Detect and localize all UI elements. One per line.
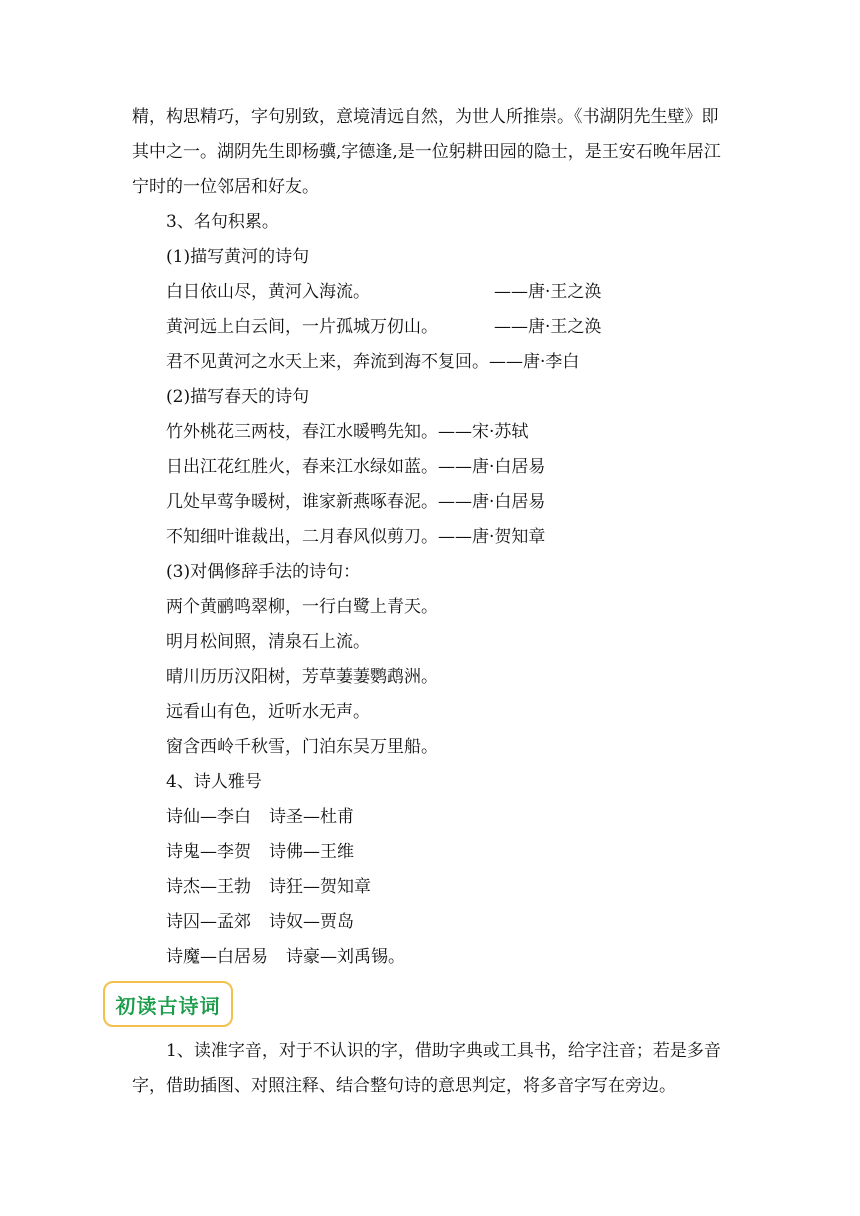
poem-line: 明月松间照，清泉石上流。 [166, 632, 370, 652]
poet-nickname: 诗鬼—李贺 [166, 842, 251, 862]
poet-nickname-row [132, 940, 732, 975]
poet-nickname: 诗仙—李白 [166, 807, 251, 827]
section-4-heading: 4、诗人雅号 [166, 772, 262, 792]
poem-line [132, 310, 732, 345]
poet-nickname-row [132, 835, 732, 870]
poem-line: 两个黄鹂鸣翠柳，一行白鹭上青天。 [166, 597, 438, 617]
poem-line: 晴川历历汉阳树，芳草萋萋鹦鹉洲。 [166, 667, 438, 687]
poem-attribution: ——唐·王之涣 [494, 317, 602, 337]
intro-line-1: 精，构思精巧，字句别致，意境清远自然，为世人所推崇。《书湖阴先生壁》即 [132, 107, 719, 127]
poet-nickname-row [132, 870, 732, 905]
reading-line-1: 1、读准字音，对于不认识的字，借助字典或工具书，给字注音；若是多音 [166, 1041, 721, 1061]
section-title-box [103, 981, 233, 1027]
poet-nickname: 诗魔—白居易 [166, 947, 268, 967]
poem-line: 几处早莺争暖树，谁家新燕啄春泥。——唐·白居易 [166, 492, 546, 512]
group-1-heading: (1)描写黄河的诗句 [166, 247, 310, 267]
reading-line-2: 字，借助插图、对照注释、结合整句诗的意思判定，将多音字写在旁边。 [132, 1076, 676, 1096]
group-2-heading: (2)描写春天的诗句 [166, 387, 310, 407]
poet-nickname: 诗杰—王勃 [166, 877, 251, 897]
intro-line-2: 其中之一。湖阴先生即杨骥,字德逢,是一位躬耕田园的隐士，是王安石晚年居江 [132, 142, 721, 162]
poem-line: 远看山有色，近听水无声。 [166, 702, 370, 722]
poem-line: 日出江花红胜火，春来江水绿如蓝。——唐·白居易 [166, 457, 546, 477]
document-body [132, 100, 732, 975]
poem-line: 窗含西岭千秋雪，门泊东吴万里船。 [166, 737, 438, 757]
section-3-heading: 3、名句积累。 [166, 212, 279, 232]
poem-text: 黄河远上白云间，一片孤城万仞山。 [166, 317, 438, 337]
poem-line: 不知细叶谁裁出，二月春风似剪刀。——唐·贺知章 [166, 527, 546, 547]
reading-instructions [132, 1034, 732, 1104]
poem-line: 竹外桃花三两枝，春江水暖鸭先知。——宋·苏轼 [166, 422, 529, 442]
poet-nickname: 诗囚—孟郊 [166, 912, 251, 932]
poet-nickname: 诗圣—杜甫 [269, 807, 354, 827]
poet-nickname: 诗奴—贾岛 [269, 912, 354, 932]
section-title: 初读古诗词 [115, 993, 221, 1018]
group-3-heading: (3)对偶修辞手法的诗句： [166, 562, 361, 582]
poet-nickname-row [132, 905, 732, 940]
poem-line [132, 345, 732, 380]
intro-line-3: 宁时的一位邻居和好友。 [132, 177, 319, 197]
poem-attribution: ——唐·王之涣 [494, 282, 602, 302]
poet-nickname: 诗佛—王维 [269, 842, 354, 862]
poem-text: 白日依山尽，黄河入海流。 [166, 282, 370, 302]
poet-nickname-row [132, 800, 732, 835]
poem-text: 君不见黄河之水天上来，奔流到海不复回。——唐·李白 [166, 352, 580, 372]
poet-nickname: 诗豪—刘禹锡。 [286, 947, 405, 967]
poem-line [132, 275, 732, 310]
poet-nickname: 诗狂—贺知章 [269, 877, 371, 897]
